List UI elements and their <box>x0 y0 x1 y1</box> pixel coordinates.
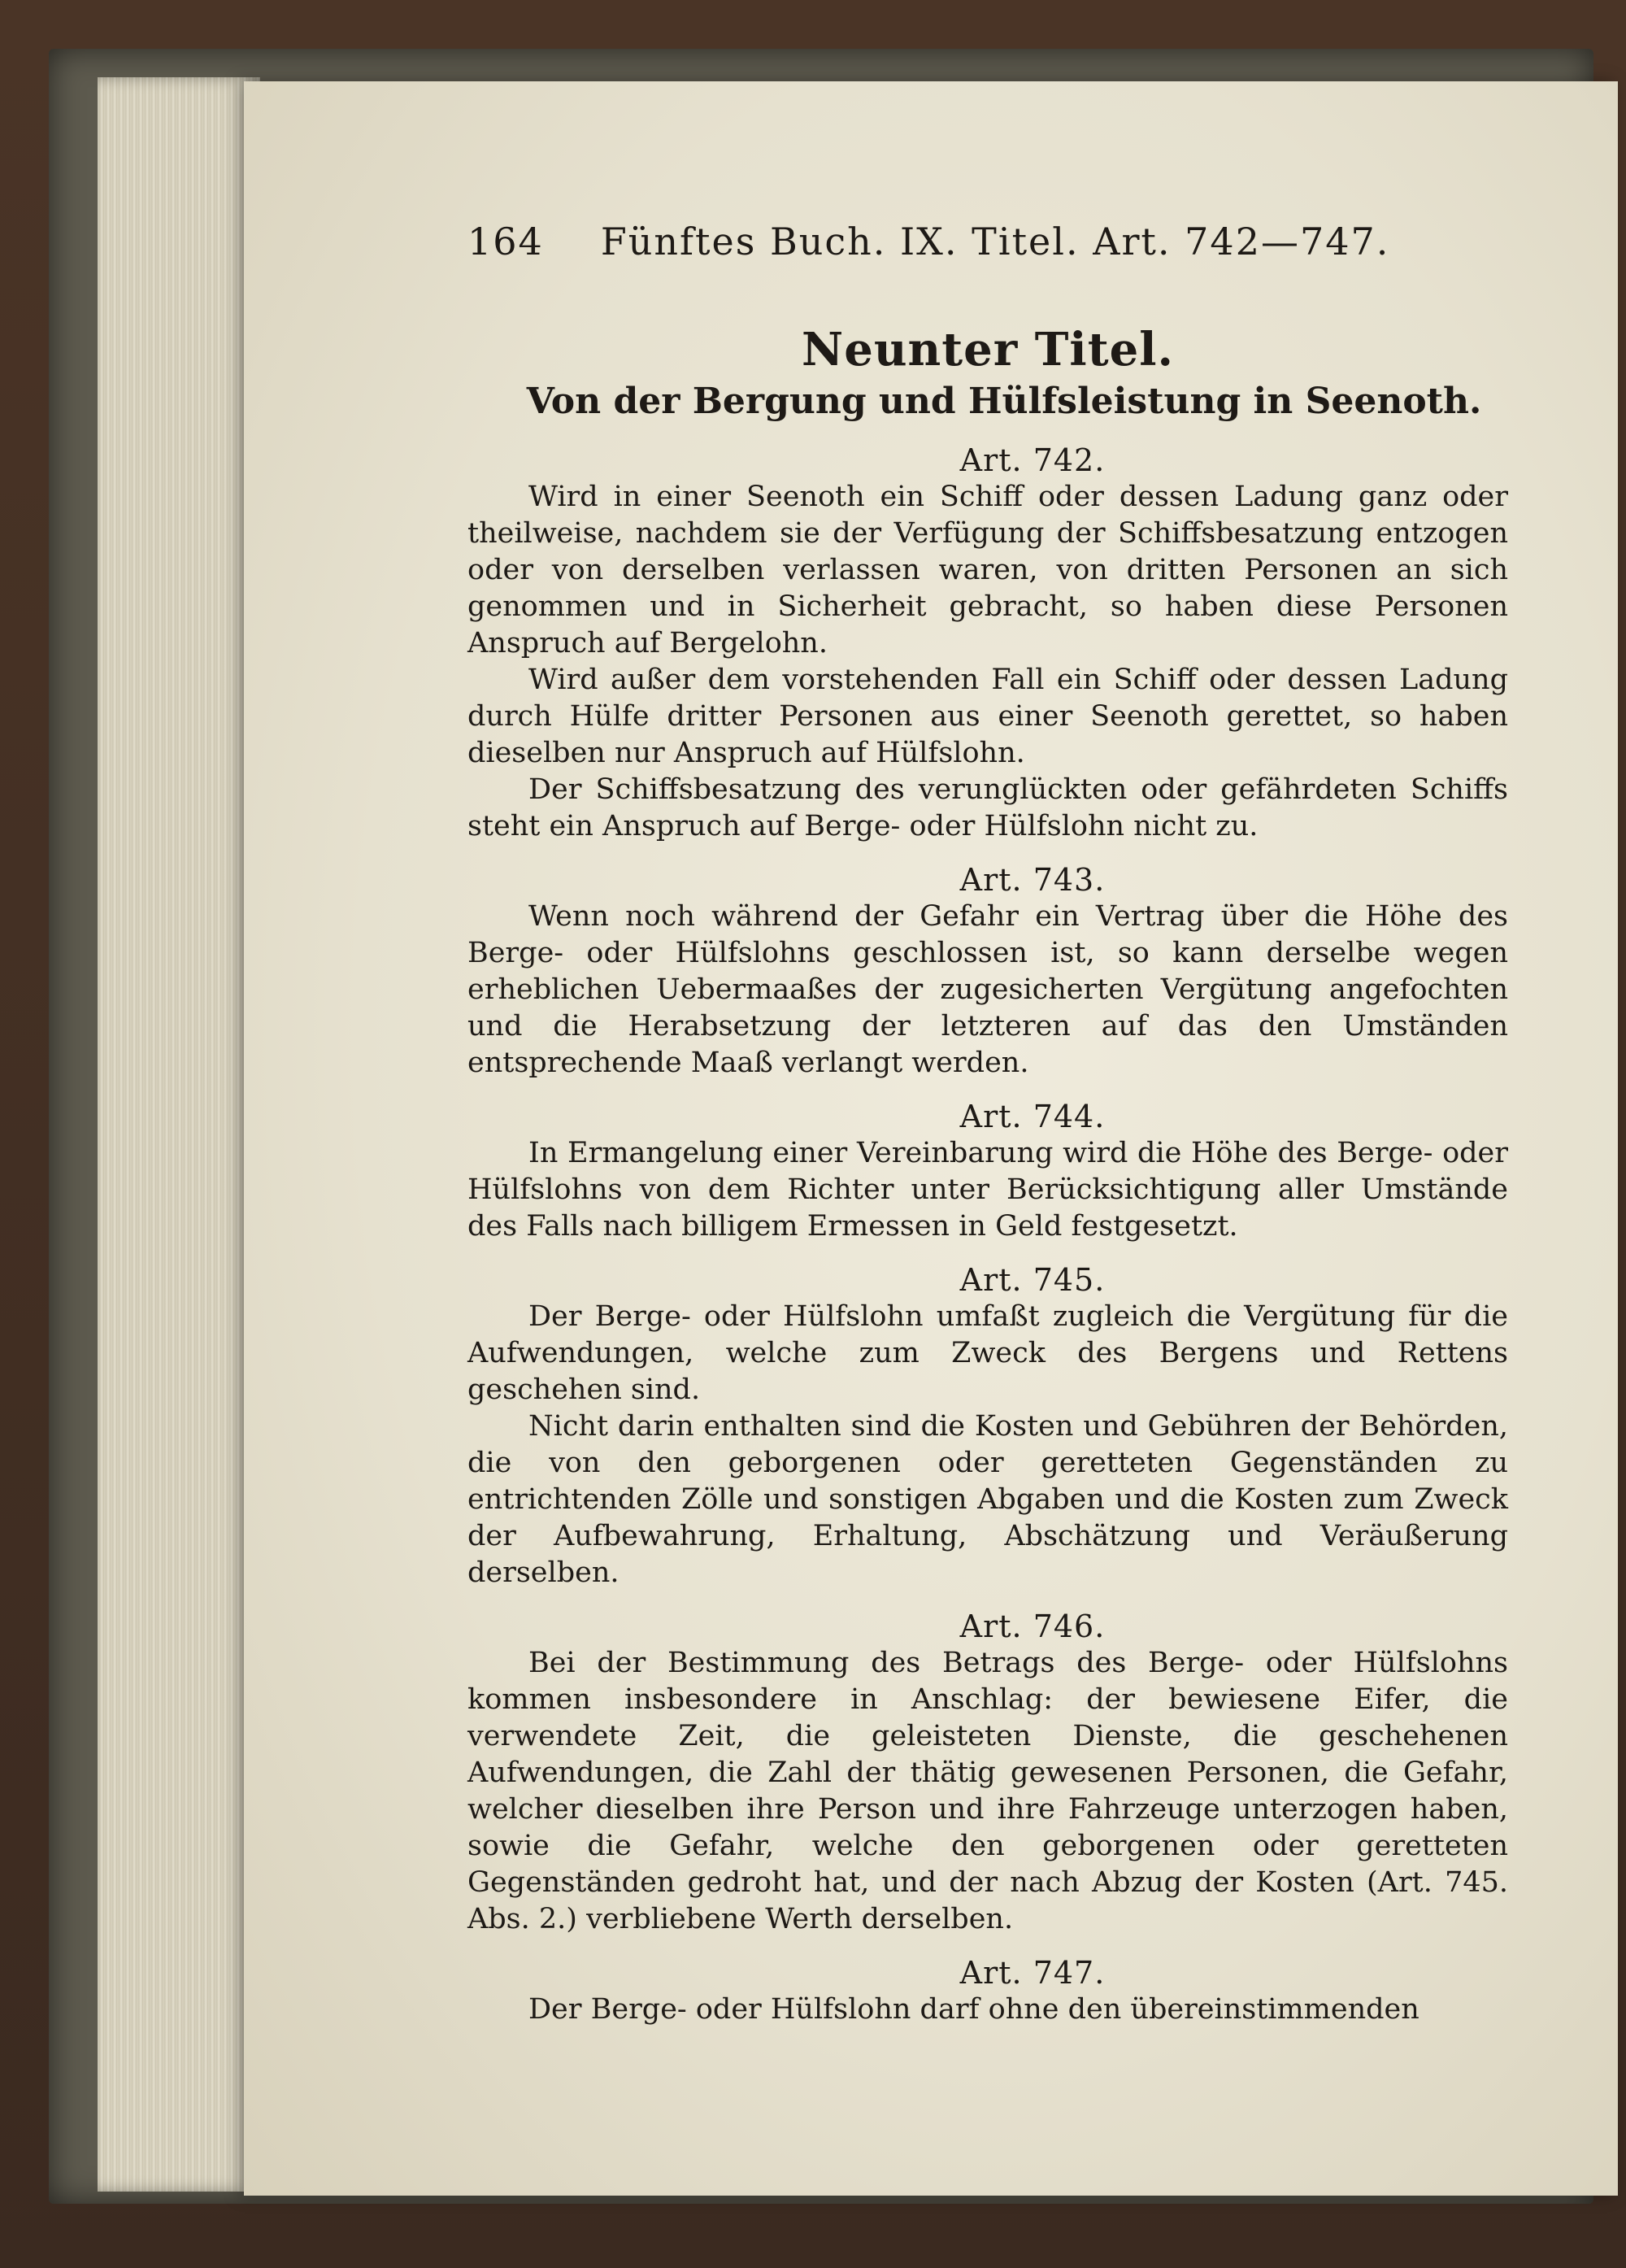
article-743 <box>467 861 1508 1082</box>
page-number: 164 <box>467 220 544 263</box>
article-heading: Art. 744. <box>959 1099 1106 1134</box>
article-heading: Art. 742. <box>959 442 1106 478</box>
article-745 <box>467 1261 1508 1591</box>
running-head <box>467 220 1508 276</box>
paragraph: Wird in einer Seenoth ein Schiff oder dessen Ladung ganz oder theilweise, nachdem sie der Verfügung der Schiffsbesatzung entzogen oder von derselben verlassen waren, von dritten Personen an sich genommen und in Sicherheit gebracht, so haben diese Personen Anspruch auf Bergelohn. <box>467 481 1508 660</box>
paragraph: Der Berge- oder Hülfslohn umfaßt zugleich die Vergütung für die Aufwendungen, welche zum Zweck des Bergens und Rettens geschehen sind. <box>467 1300 1508 1406</box>
article-746 <box>467 1608 1508 1938</box>
article-744 <box>467 1098 1508 1245</box>
page-edges <box>98 77 260 2192</box>
running-head-text: Fünftes Buch. IX. Titel. Art. 742—747. <box>600 220 1390 263</box>
paragraph: Nicht darin enthalten sind die Kosten und Gebühren der Behörden, die von den geborgenen oder geretteten Gegenständen zu entrichtenden Zölle und sonstigen Abgaben und die Kosten zum Zweck der Aufbewahrung, Erhaltung, Abschätzung und Veräußerung derselben. <box>467 1410 1508 1589</box>
section-titles <box>467 321 1508 425</box>
article-heading: Art. 745. <box>959 1262 1106 1298</box>
article-heading: Art. 746. <box>959 1608 1106 1644</box>
paragraph: In Ermangelung einer Vereinbarung wird die Höhe des Berge- oder Hülfslohns von dem Richter unter Berücksichtigung aller Umstände des Falls nach billigem Ermessen in Geld festgesetzt. <box>467 1137 1508 1243</box>
article-742 <box>467 442 1508 845</box>
title-sub: Von der Bergung und Hülfsleistung in Seenoth. <box>526 381 1482 422</box>
title-main: Neunter Titel. <box>802 323 1174 377</box>
article-747 <box>467 1954 1508 2028</box>
paragraph: Wird außer dem vorstehenden Fall ein Schiff oder dessen Ladung durch Hülfe dritter Personen aus einer Seenoth gerettet, so haben dieselben nur Anspruch auf Hülfslohn. <box>467 664 1508 769</box>
paragraph: Der Berge- oder Hülfslohn darf ohne den übereinstimmenden <box>528 1993 1419 2026</box>
article-heading: Art. 747. <box>959 1955 1106 1991</box>
article-heading: Art. 743. <box>959 862 1106 898</box>
paragraph: Bei der Bestimmung des Betrags des Berge- oder Hülfslohns kommen insbesondere in Anschlag: der bewiesene Eifer, die verwendete Zeit, die geleisteten Dienste, die geschehenen Aufwendungen, die Zahl der thätig gewesenen Personen, die Gefahr, welcher dieselben ihre Person und ihre Fahrzeuge unterzogen haben, sowie die Gefahr, welche den geborgenen oder geretteten Gegenständen gedroht hat, und der nach Abzug der Kosten (Art. 745. Abs. 2.) verbliebene Werth derselben. <box>467 1647 1508 1935</box>
paragraph: Wenn noch während der Gefahr ein Vertrag über die Höhe des Berge- oder Hülfslohns geschlossen ist, so kann derselbe wegen erheblichen Uebermaaßes der zugesicherten Vergütung angefochten und die Herabsetzung der letzteren auf das den Umständen entsprechende Maaß verlangt werden. <box>467 900 1508 1079</box>
page-text-block <box>467 220 1508 2028</box>
paragraph: Der Schiffsbesatzung des verunglückten oder gefährdeten Schiffs steht ein Anspruch auf Berge- oder Hülfslohn nicht zu. <box>467 773 1508 842</box>
